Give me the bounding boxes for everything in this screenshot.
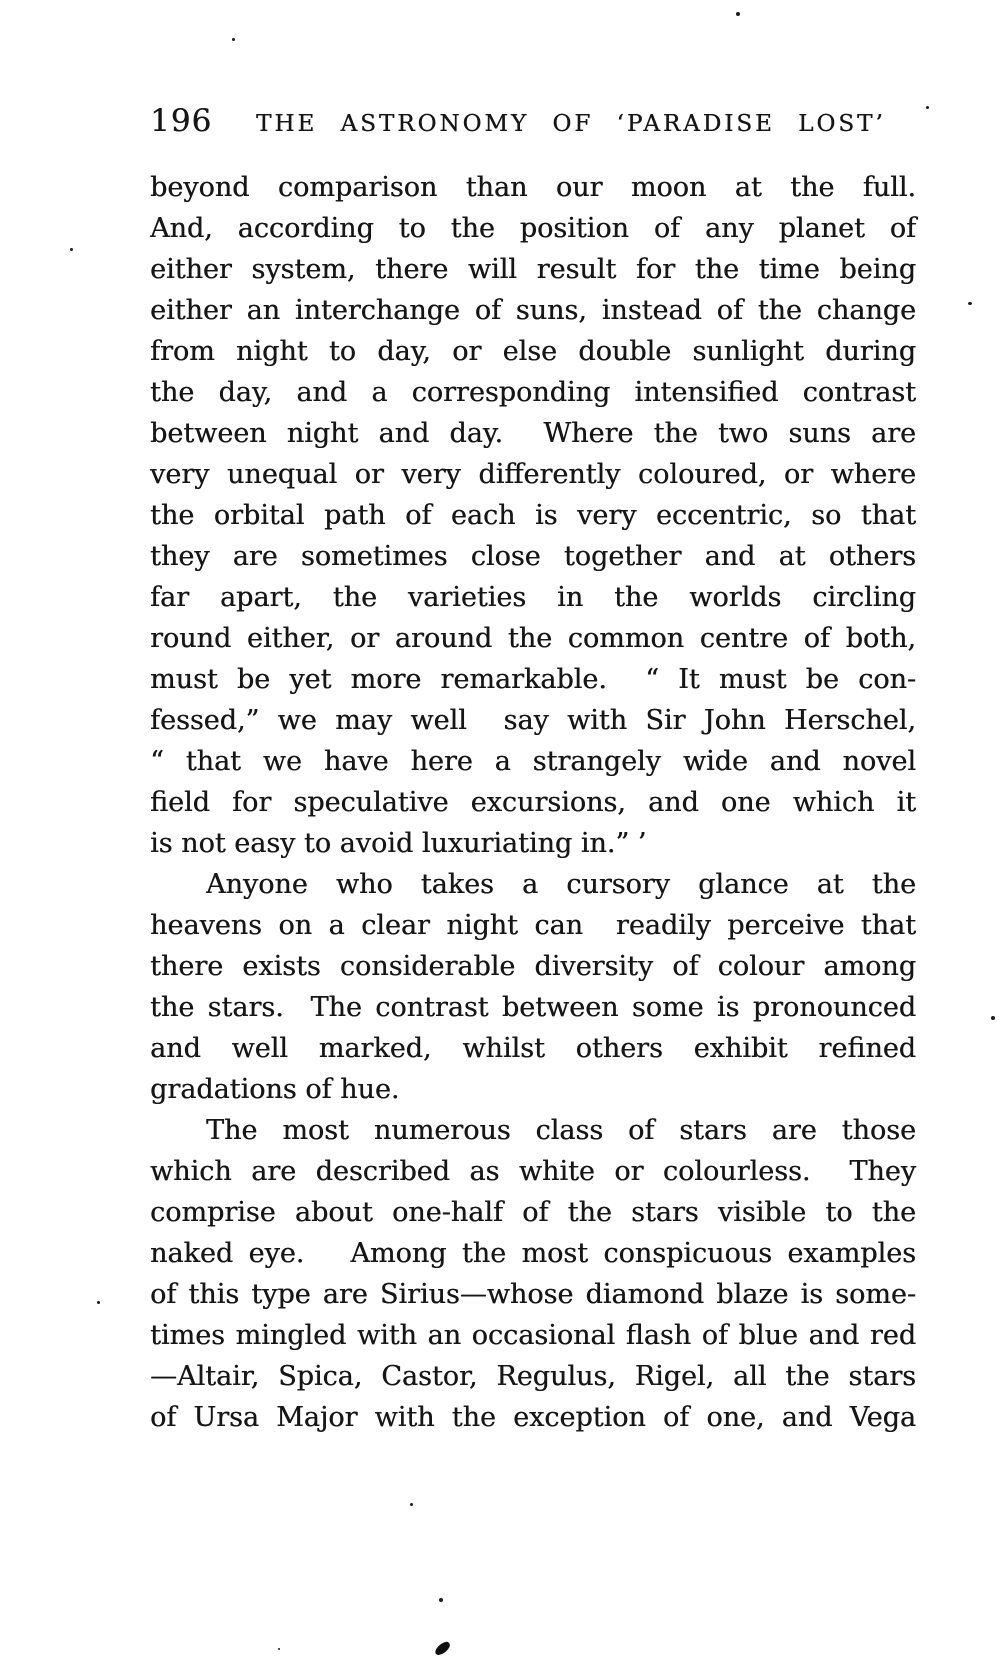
running-title: THE ASTRONOMY OF ‘PARADISE LOST’ bbox=[256, 111, 886, 137]
text-line: “ that we have here a strangely wide and novel bbox=[150, 746, 916, 777]
text-line: beyond comparison than our moon at the full. bbox=[150, 172, 916, 203]
text-line: there exists considerable diversity of colour among bbox=[150, 951, 916, 982]
page-header bbox=[150, 104, 916, 144]
text-line: fessed,” we may well say with Sir John Herschel, bbox=[150, 705, 916, 736]
text-line: The most numerous class of stars are those bbox=[206, 1115, 916, 1146]
text-line: very unequal or very differently coloured, or where bbox=[150, 459, 916, 490]
text-line: the orbital path of each is very eccentric, so that bbox=[150, 500, 916, 531]
text-line: far apart, the varieties in the worlds circling bbox=[150, 582, 916, 613]
page-body bbox=[150, 167, 916, 1438]
text-line: And, according to the position of any planet of bbox=[150, 213, 916, 244]
text-line: comprise about one-half of the stars visible to the bbox=[150, 1197, 916, 1228]
text-line: must be yet more remarkable. “ It must be con- bbox=[150, 664, 916, 695]
text-line: either system, there will result for the time being bbox=[150, 254, 916, 285]
scan-speck bbox=[70, 248, 73, 251]
scan-speck bbox=[736, 12, 740, 16]
scan-speck bbox=[410, 1503, 413, 1506]
text-line: —Altair, Spica, Castor, Regulus, Rigel, all the stars bbox=[150, 1361, 916, 1392]
text-line: the day, and a corresponding intensified contrast bbox=[150, 377, 916, 408]
scan-speck bbox=[97, 1301, 100, 1304]
text-line: and well marked, whilst others exhibit refined bbox=[150, 1033, 916, 1064]
text-line: naked eye. Among the most conspicuous examples bbox=[150, 1238, 916, 1269]
text-line: gradations of hue. bbox=[150, 1074, 400, 1105]
text-line: field for speculative excursions, and one which it bbox=[150, 787, 916, 818]
text-line: heavens on a clear night can readily perceive that bbox=[150, 910, 916, 941]
text-line: of this type are Sirius—whose diamond blaze is some- bbox=[150, 1279, 916, 1310]
text-line: either an interchange of suns, instead of the change bbox=[150, 295, 916, 326]
text-line: the stars. The contrast between some is pronounced bbox=[150, 992, 916, 1023]
page-number: 196 bbox=[150, 103, 213, 139]
text-line: is not easy to avoid luxuriating in.” ’ bbox=[150, 828, 647, 859]
paragraph bbox=[150, 167, 916, 864]
text-line: they are sometimes close together and at others bbox=[150, 541, 916, 572]
text-line: times mingled with an occasional flash of blue and red bbox=[150, 1320, 916, 1351]
scan-speck bbox=[278, 1648, 280, 1650]
scan-speck bbox=[926, 106, 929, 109]
scan-speck bbox=[968, 302, 972, 305]
text-line: from night to day, or else double sunlight during bbox=[150, 336, 916, 367]
text-line: between night and day. Where the two suns are bbox=[150, 418, 916, 449]
scan-speck bbox=[232, 38, 235, 41]
ink-blot bbox=[433, 1640, 452, 1657]
scan-speck bbox=[991, 1016, 995, 1020]
paragraph bbox=[150, 864, 916, 1110]
text-line: Anyone who takes a cursory glance at the bbox=[206, 869, 916, 900]
text-line: of Ursa Major with the exception of one, and Vega bbox=[150, 1402, 916, 1433]
paragraph bbox=[150, 1110, 916, 1438]
scan-speck bbox=[439, 1598, 443, 1602]
text-line: round either, or around the common centre of both, bbox=[150, 623, 916, 654]
text-line: which are described as white or colourless. They bbox=[150, 1156, 916, 1187]
